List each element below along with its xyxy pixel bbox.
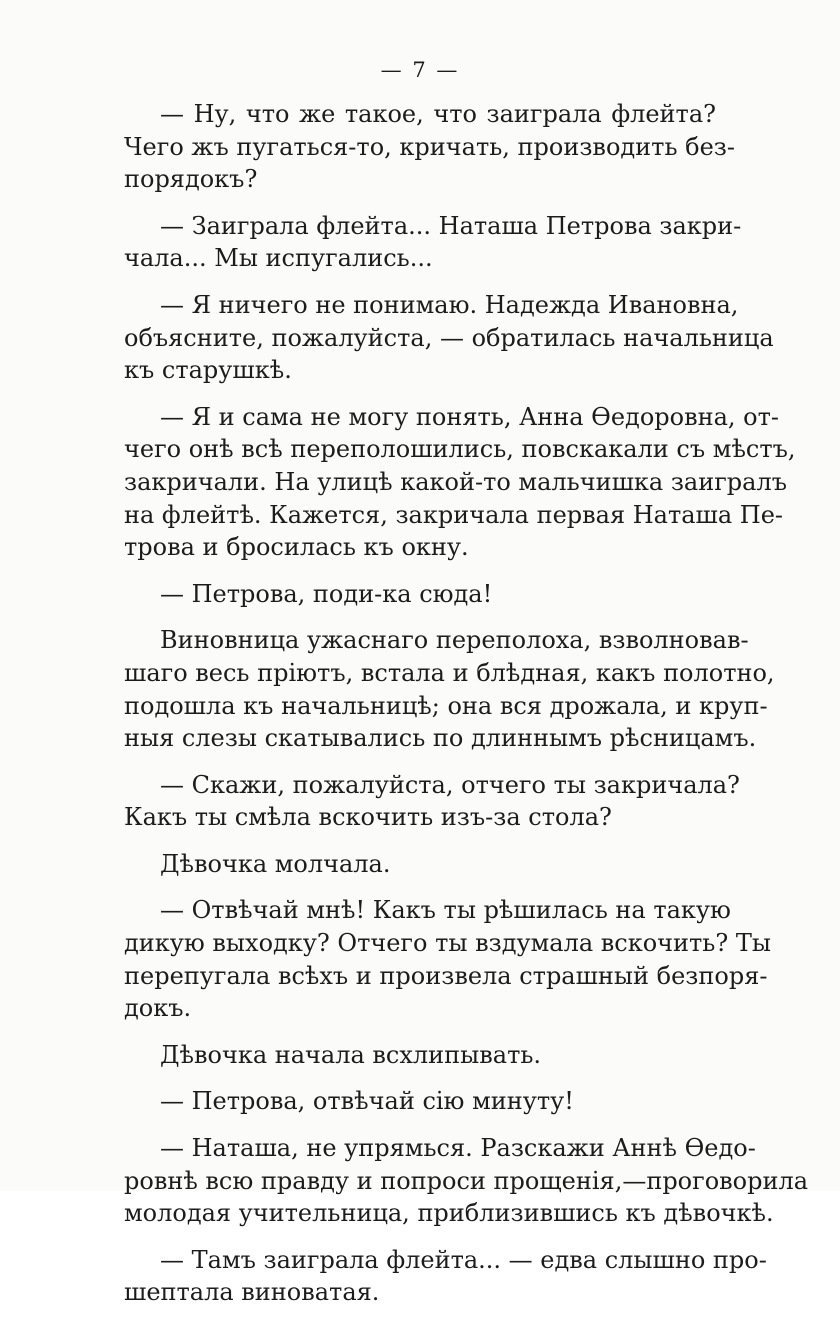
text-line: объясните, пожалуйста, — обратилась начальница — [124, 323, 774, 352]
paragraph — [124, 1132, 809, 1230]
text-line: шептала виноватая. — [124, 1278, 380, 1307]
paragraph — [124, 401, 796, 564]
paragraph — [124, 624, 775, 754]
text-line: чала... Мы испугались... — [124, 244, 433, 273]
text-line: чего онѣ всѣ переполошились, повскакали съ мѣстъ, — [124, 435, 796, 464]
paragraph — [124, 894, 771, 1024]
text-line: порядокъ? — [124, 165, 258, 194]
text-line: закричали. На улицѣ какой-то мальчишка заигралъ — [124, 467, 787, 496]
paragraph — [124, 289, 774, 387]
text-line: Виновница ужаснаго переполоха, взволновав- — [160, 626, 749, 655]
page-number: — 7 — — [380, 58, 460, 82]
text-line: — Я ничего не понимаю. Надежда Ивановна, — [160, 290, 739, 319]
paragraph — [124, 98, 735, 196]
text-body — [124, 98, 809, 1323]
text-line: Дѣвочка молчала. — [160, 849, 391, 878]
text-line: Дѣвочка начала всхлипывать. — [160, 1040, 542, 1069]
text-line: — Наташа, не упрямься. Разскажи Аннѣ Ѳедо- — [160, 1134, 756, 1163]
text-line: — Петрова, поди-ка сюда! — [160, 579, 493, 608]
text-line: перепугала всѣхъ и произвела страшный безпоря- — [124, 961, 768, 990]
text-line: — Я и сама не могу понять, Анна Ѳедоровна, от- — [160, 402, 780, 431]
text-line: — Тамъ заиграла флейта... — едва слышно про- — [160, 1245, 767, 1274]
text-line: дикую выходку? Отчего ты вздумала вскочить? Ты — [124, 929, 771, 958]
text-line: докъ. — [124, 994, 192, 1023]
text-line: — Петрова, отвѣчай сiю минуту! — [160, 1087, 574, 1116]
text-line: — Отвѣчай мнѣ! Какъ ты рѣшилась на такую — [160, 896, 731, 925]
paragraph — [124, 578, 716, 611]
text-line: молодая учительница, приблизившись къ дѣвочкѣ. — [124, 1199, 774, 1228]
text-line: шаго весь прiютъ, встала и блѣдная, какъ полотно, — [124, 658, 775, 687]
text-line: ровнѣ всю правду и попроси прощенiя,—проговорила — [124, 1166, 809, 1195]
paragraph — [124, 1244, 767, 1309]
paragraph — [124, 1039, 716, 1072]
text-line: — Заиграла флейта... Наташа Петрова закри- — [160, 211, 742, 240]
text-line: трова и бросилась къ окну. — [124, 533, 469, 562]
paragraph — [124, 1085, 716, 1118]
text-line: — Ну, что же такое, что заиграла флейта? — [160, 100, 716, 128]
text-line: Чего жъ пугаться-то, кричать, производить без- — [124, 132, 735, 161]
text-line: — Скажи, пожалуйста, отчего ты закричала? — [160, 770, 740, 799]
text-line: подошла къ начальницѣ; она вся дрожала, и круп- — [124, 691, 768, 720]
paragraph — [124, 210, 742, 275]
text-line: на флейтѣ. Кажется, закричала первая Наташа Пе- — [124, 500, 784, 529]
paragraph — [124, 848, 716, 881]
text-line: къ старушкѣ. — [124, 356, 292, 385]
paragraph — [124, 769, 740, 834]
text-line: ныя слезы скатывались по длиннымъ рѣсницамъ. — [124, 724, 757, 753]
text-line: Какъ ты смѣла вскочить изъ-за стола? — [124, 803, 612, 832]
